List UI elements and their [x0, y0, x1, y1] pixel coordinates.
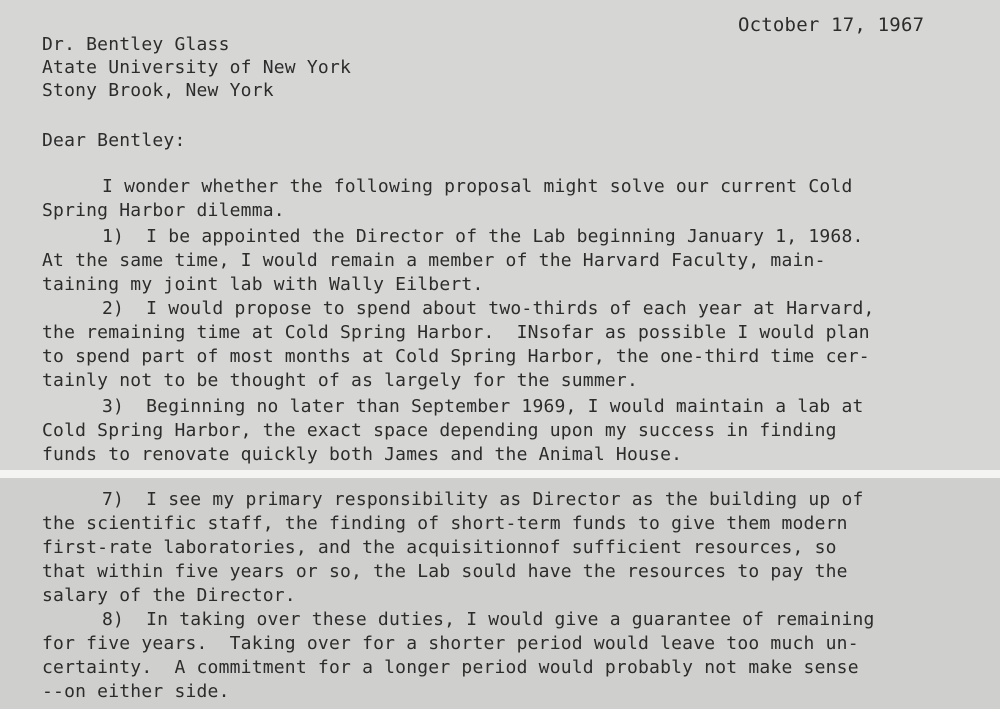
salutation: Dear Bentley: [42, 130, 186, 151]
recipient-name: Dr. Bentley Glass [42, 34, 230, 55]
point-2-line: the remaining time at Cold Spring Harbor. INsofar as possible I would plan [42, 322, 870, 343]
recipient-institution: Atate University of New York [42, 57, 352, 78]
point-2-line: tainly not to be thought of as largely for the summer. [42, 370, 638, 391]
point-1-line: 1) I be appointed the Director of the Lab beginning January 1, 1968. [102, 226, 864, 247]
point-2-line: 2) I would propose to spend about two-thirds of each year at Harvard, [102, 298, 875, 319]
point-1-line: taining my joint lab with Wally Eilbert. [42, 274, 484, 295]
point-3-line: 3) Beginning no later than September 1969, I would maintain a lab at [102, 396, 864, 417]
point-3-line: Cold Spring Harbor, the exact space depending upon my success in finding [42, 420, 837, 441]
point-3-line: funds to renovate quickly both James and the Animal House. [42, 444, 683, 465]
point-8-line: --on either side. [42, 681, 230, 702]
recipient-city: Stony Brook, New York [42, 80, 274, 101]
point-2-line: to spend part of most months at Cold Spring Harbor, the one-third time cer- [42, 346, 870, 367]
point-7-line: that within five years or so, the Lab sould have the resources to pay the [42, 561, 848, 582]
point-7-line: salary of the Director. [42, 585, 296, 606]
intro-line: I wonder whether the following proposal might solve our current Cold [102, 176, 853, 197]
point-8-line: for five years. Taking over for a shorter period would leave too much un- [42, 633, 859, 654]
point-8-line: 8) In taking over these duties, I would give a guarantee of remaining [102, 609, 875, 630]
point-7-line: 7) I see my primary responsibility as Director as the building up of [102, 489, 864, 510]
point-1-line: At the same time, I would remain a member of the Harvard Faculty, main- [42, 250, 826, 271]
page-divider [0, 470, 1000, 478]
intro-line: Spring Harbor dilemma. [42, 200, 285, 221]
point-8-line: certainty. A commitment for a longer period would probably not make sense [42, 657, 859, 678]
point-7-line: the scientific staff, the finding of short-term funds to give them modern [42, 513, 848, 534]
point-7-line: first-rate laboratories, and the acquisitionnof sufficient resources, so [42, 537, 837, 558]
letter-date: October 17, 1967 [738, 14, 925, 36]
